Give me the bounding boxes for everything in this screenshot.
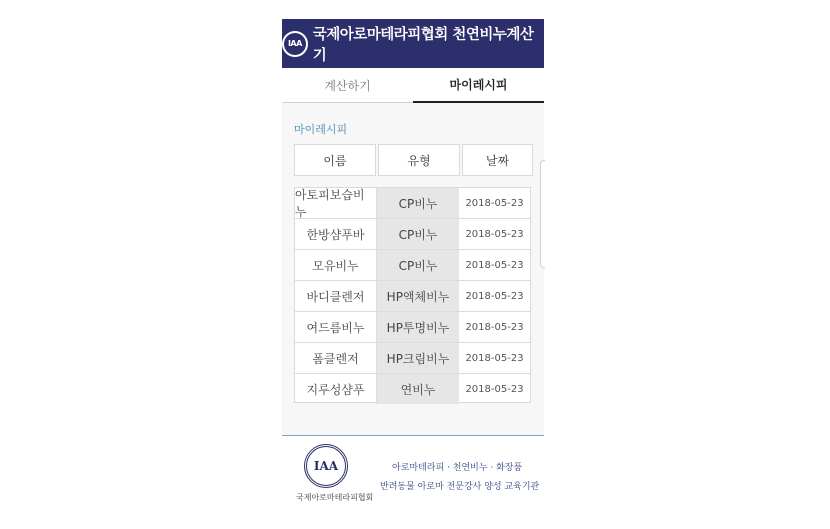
column-header-type[interactable]: 유형	[378, 144, 460, 176]
recipe-name: 바디클렌저	[295, 281, 377, 311]
recipe-type: 연비누	[377, 374, 459, 404]
footer-tagline-2: 반려동물 아로마 전문강사 양성 교육기관	[380, 482, 540, 492]
table-row[interactable]	[295, 188, 530, 219]
recipe-date: 2018-05-23	[465, 259, 524, 271]
recipe-date: 2018-05-23	[465, 290, 524, 302]
table-row[interactable]	[295, 219, 530, 250]
recipe-type: CP비누	[377, 250, 459, 280]
tab-my-recipe[interactable]: 마이레시피	[413, 68, 544, 103]
recipe-name: 지루성샴푸	[295, 374, 377, 404]
section-title: 마이레시피	[294, 123, 348, 136]
recipe-type: HP액체비누	[377, 281, 459, 311]
recipe-date: 2018-05-23	[465, 321, 524, 333]
iaa-logo-icon: IAA	[282, 31, 308, 57]
recipe-type: CP비누	[377, 219, 459, 249]
recipe-type: HP투명비누	[377, 312, 459, 342]
table-row[interactable]	[295, 374, 530, 404]
recipe-type: HP크림비누	[377, 343, 459, 373]
footer	[282, 436, 544, 529]
recipe-date: 2018-05-23	[465, 352, 524, 364]
column-header-date[interactable]: 날짜	[462, 144, 533, 176]
footer-org-name: 국제아로마테라피협회	[296, 493, 374, 502]
app-header	[282, 19, 544, 68]
iaa-emblem-icon: IAA	[304, 444, 348, 488]
recipe-name: 여드름비누	[295, 312, 377, 342]
app-title: 국제아로마테라피협회 천연비누계산기	[312, 26, 534, 64]
table-row[interactable]	[295, 250, 530, 281]
recipe-date: 2018-05-23	[465, 383, 524, 395]
table-row[interactable]	[295, 312, 530, 343]
recipe-name: 아토피보습비누	[295, 188, 377, 218]
recipe-name: 한방샴푸바	[295, 219, 377, 249]
recipe-table	[294, 187, 531, 403]
recipe-date: 2018-05-23	[465, 197, 524, 209]
table-header	[294, 144, 531, 176]
scroll-handle[interactable]	[540, 160, 545, 268]
footer-tagline-1: 아로마테라피 · 천연비누 · 화장품	[392, 463, 523, 473]
column-header-name[interactable]: 이름	[294, 144, 376, 176]
tab-calculate[interactable]: 계산하기	[282, 68, 413, 103]
recipe-name: 모유비누	[295, 250, 377, 280]
table-row[interactable]	[295, 343, 530, 374]
app-screen	[282, 19, 544, 529]
recipe-type: CP비누	[377, 188, 459, 218]
tab-bar	[282, 68, 544, 103]
recipe-date: 2018-05-23	[465, 228, 524, 240]
table-row[interactable]	[295, 281, 530, 312]
recipe-name: 폼클렌저	[295, 343, 377, 373]
